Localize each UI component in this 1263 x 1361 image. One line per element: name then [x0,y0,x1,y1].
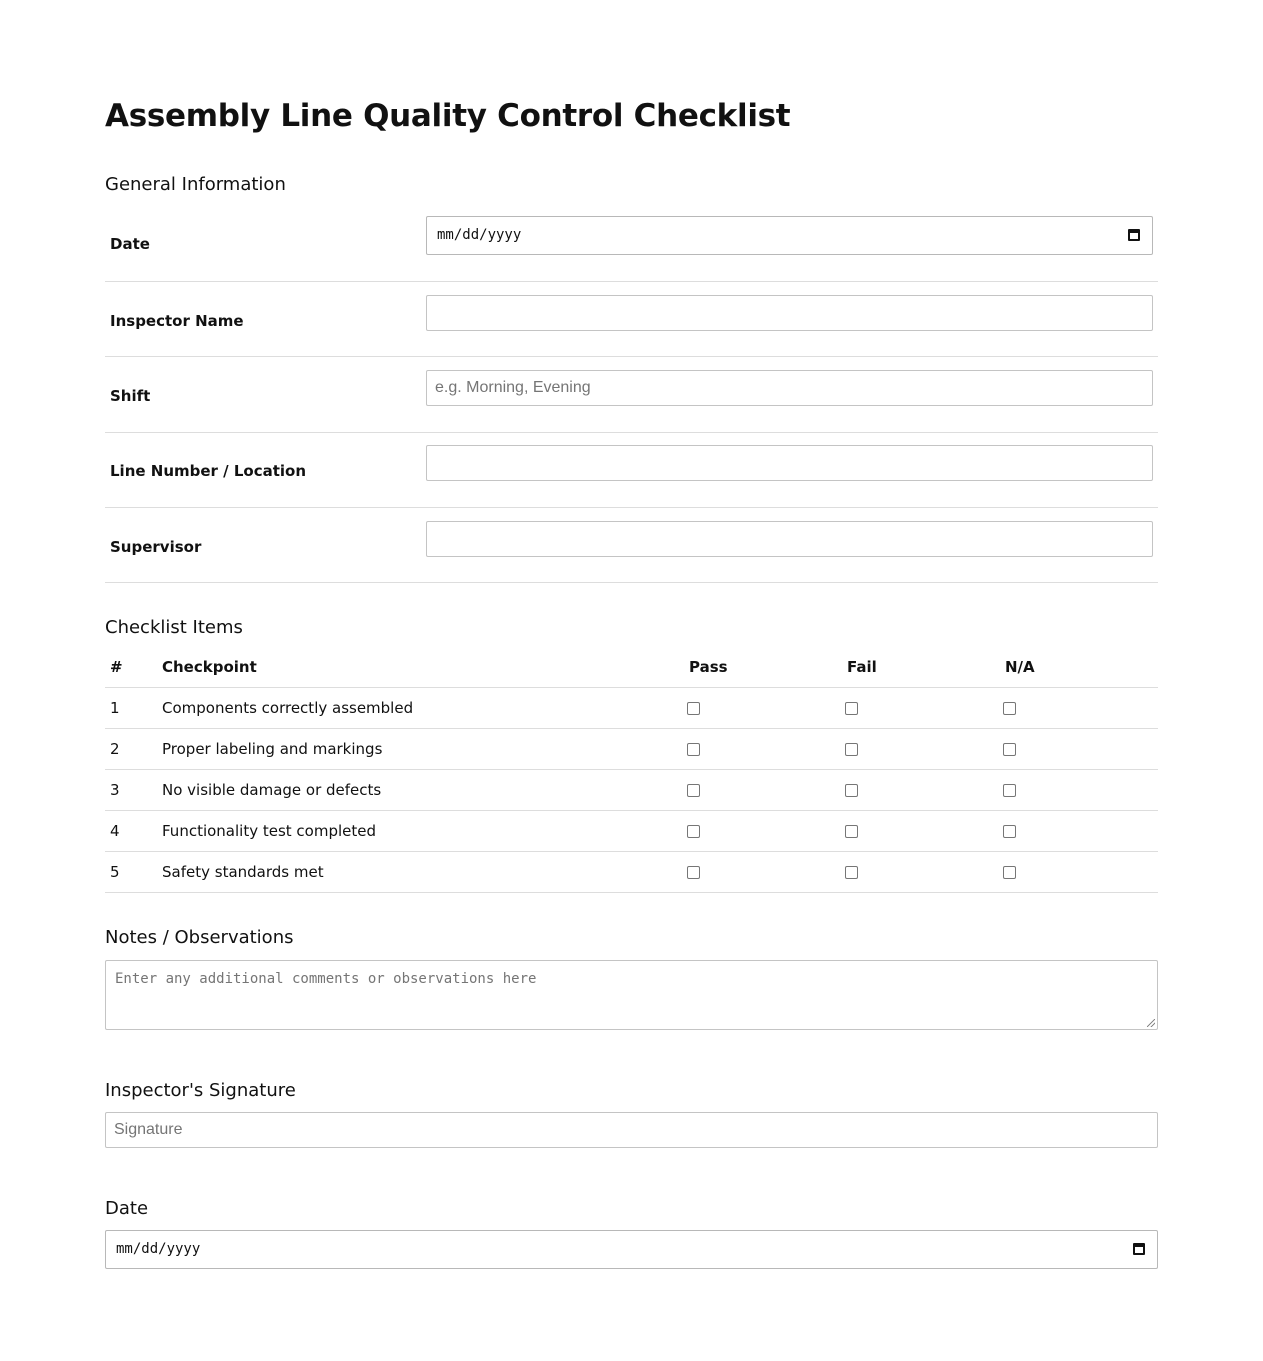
item-number: 3 [105,770,157,811]
notes-heading: Notes / Observations [105,927,294,948]
calendar-icon[interactable] [1128,229,1140,241]
supervisor-input[interactable] [426,521,1153,557]
item-number: 1 [105,688,157,729]
table-row [105,729,1158,770]
date-row [105,206,1158,282]
pass-checkbox[interactable] [687,784,700,797]
item-number: 5 [105,852,157,893]
item-number: 4 [105,811,157,852]
checklist-header-row [105,647,1158,688]
general-info-heading: General Information [105,174,286,195]
supervisor-row [105,508,1158,583]
fail-checkbox[interactable] [845,784,858,797]
signature-heading: Inspector's Signature [105,1080,296,1101]
inspector-name-label: Inspector Name [110,312,244,330]
date-input-text: mm/dd/yyyy [437,227,522,243]
line-row [105,433,1158,508]
na-checkbox[interactable] [1003,702,1016,715]
item-checkpoint: No visible damage or defects [157,770,684,811]
resize-grip-icon[interactable] [1147,1019,1155,1027]
pass-checkbox[interactable] [687,825,700,838]
item-number: 2 [105,729,157,770]
checklist-heading: Checklist Items [105,617,243,638]
pass-checkbox[interactable] [687,743,700,756]
sign-date-input-text: mm/dd/yyyy [116,1241,201,1257]
col-pass-header: Pass [684,647,842,688]
notes-placeholder: Enter any additional comments or observations here [115,971,537,987]
table-row [105,852,1158,893]
fail-checkbox[interactable] [845,702,858,715]
calendar-icon[interactable] [1133,1243,1145,1255]
inspector-name-input[interactable] [426,295,1153,331]
na-checkbox[interactable] [1003,825,1016,838]
table-row [105,811,1158,852]
na-checkbox[interactable] [1003,866,1016,879]
fail-checkbox[interactable] [845,743,858,756]
col-checkpoint-header: Checkpoint [157,647,684,688]
fail-checkbox[interactable] [845,825,858,838]
sign-date-input[interactable] [105,1230,1158,1269]
inspector-row [105,282,1158,357]
shift-row [105,357,1158,433]
pass-checkbox[interactable] [687,702,700,715]
fail-checkbox[interactable] [845,866,858,879]
date-input[interactable] [426,216,1153,255]
page-title: Assembly Line Quality Control Checklist [105,98,791,134]
signature-input[interactable]: Signature [105,1112,1158,1148]
shift-label: Shift [110,387,151,405]
item-checkpoint: Safety standards met [157,852,684,893]
table-row [105,770,1158,811]
col-fail-header: Fail [842,647,1000,688]
table-row [105,688,1158,729]
notes-textarea[interactable] [105,960,1158,1030]
line-number-label: Line Number / Location [110,462,307,480]
item-checkpoint: Proper labeling and markings [157,729,684,770]
item-checkpoint: Components correctly assembled [157,688,684,729]
checklist-table [105,647,1158,893]
sign-date-heading: Date [105,1198,149,1219]
supervisor-label: Supervisor [110,538,202,556]
line-number-input[interactable] [426,445,1153,481]
na-checkbox[interactable] [1003,743,1016,756]
pass-checkbox[interactable] [687,866,700,879]
item-checkpoint: Functionality test completed [157,811,684,852]
na-checkbox[interactable] [1003,784,1016,797]
col-na-header: N/A [1000,647,1158,688]
col-number-header: # [105,647,157,688]
shift-input[interactable]: e.g. Morning, Evening [426,370,1153,406]
date-label: Date [110,235,150,253]
